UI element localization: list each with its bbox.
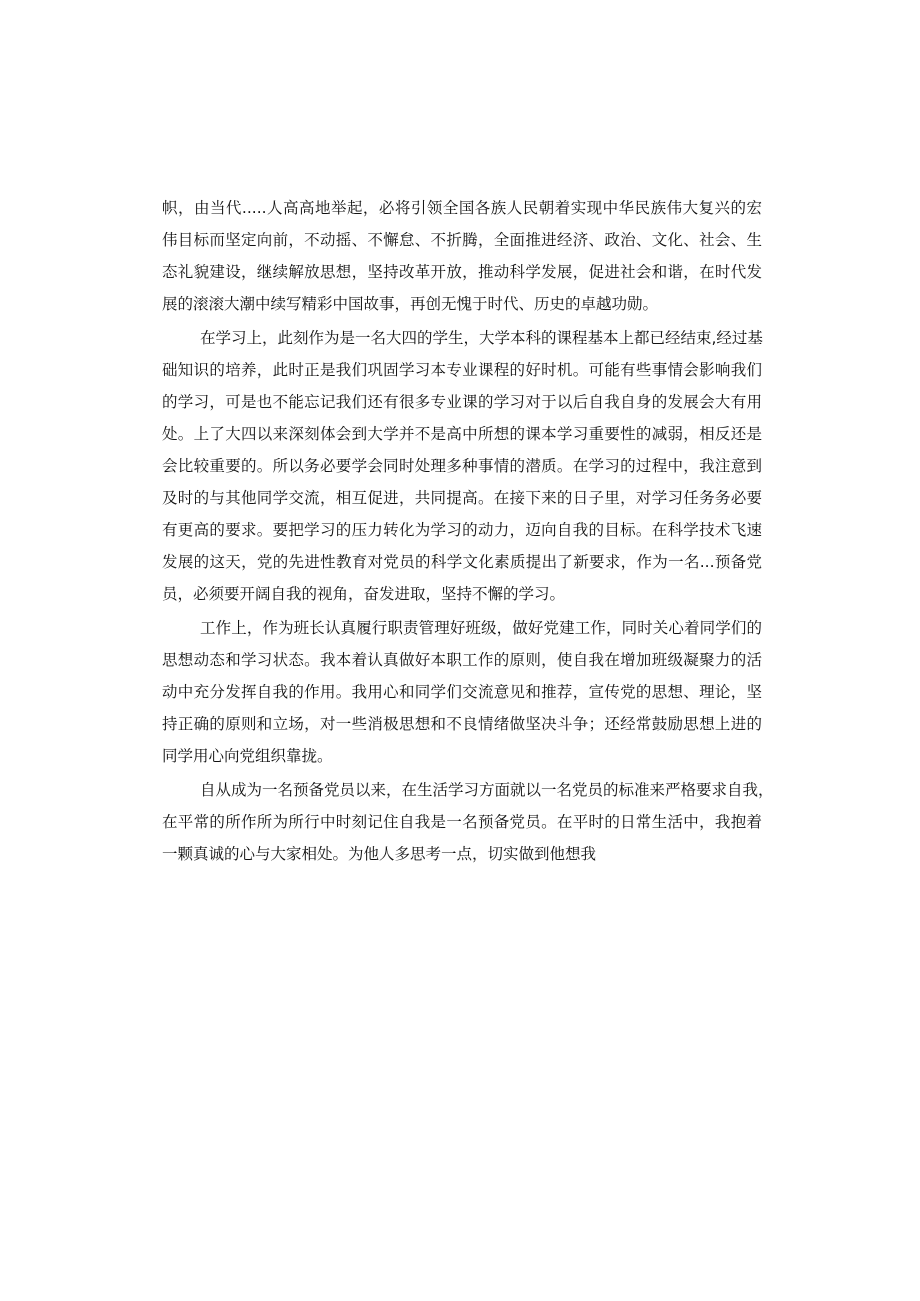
text-line: 一颗真诚的心与大家相处。为他人多思考一点，切实做到他想我 [162,845,597,863]
text-line: 的学习，可是也不能忘记我们还有很多专业课的学习对于以后自我自身的发展会大有用 [162,393,762,411]
text-line: 员，必须要开阔自我的视角，奋发进取，坚持不懈的学习。 [162,585,566,603]
text-line: 自从成为一名预备党员以来，在生活学习方面就以一名党员的标准来严格要求自我， [200,781,774,799]
text-line: 在平常的所作所为所行中时刻记住自我是一名预备党员。在平时的日常生活中，我抱着 [162,813,762,831]
text-line: 处。上了大四以来深刻体会到大学并不是高中所想的课本学习重要性的减弱，相反还是 [162,425,762,443]
paragraph [162,192,762,320]
text-line: 持正确的原则和立场，对一些消极思想和不良情绪做坚决斗争；还经常鼓励思想上进的 [162,715,762,733]
paragraph [162,322,762,610]
text-line: 工作上，作为班长认真履行职责管理好班级，做好党建工作，同时关心着同学们的 [200,619,762,637]
text-line: 发展的这天，党的先进性教育对党员的科学文化素质提出了新要求，作为一名...预备党 [162,553,762,571]
text-line: 态礼貌建设，继续解放思想，坚持改革开放，推动科学发展，促进社会和谐，在时代发 [162,263,762,281]
text-line: 帜，由当代.....人高高地举起，必将引领全国各族人民朝着实现中华民族伟大复兴的宏 [162,199,762,217]
text-line: 伟目标而坚定向前，不动摇、不懈怠、不折腾，全面推进经济、政治、文化、社会、生 [162,231,762,249]
paragraph [162,774,774,870]
text-line: 在学习上，此刻作为是一名大四的学生，大学本科的课程基本上都已经结束,经过基 [200,329,763,347]
paragraph [162,612,762,772]
text-line: 会比较重要的。所以务必要学会同时处理多种事情的潜质。在学习的过程中，我注意到 [162,457,762,475]
text-line: 同学用心向党组织靠拢。 [162,747,333,765]
text-line: 思想动态和学习状态。我本着认真做好本职工作的原则，使自我在增加班级凝聚力的活 [162,651,762,669]
document-body [162,192,774,870]
text-line: 及时的与其他同学交流，相互促进，共同提高。在接下来的日子里，对学习任务务必要 [162,489,762,507]
text-line: 础知识的培养，此时正是我们巩固学习本专业课程的好时机。可能有些事情会影响我们 [162,361,762,379]
text-line: 动中充分发挥自我的作用。我用心和同学们交流意见和推荐，宣传党的思想、理论，坚 [162,683,762,701]
text-line: 展的滚滚大潮中续写精彩中国故事，再创无愧于时代、历史的卓越功勋。 [162,295,659,313]
text-line: 有更高的要求。要把学习的压力转化为学习的动力，迈向自我的目标。在科学技术飞速 [162,521,762,539]
